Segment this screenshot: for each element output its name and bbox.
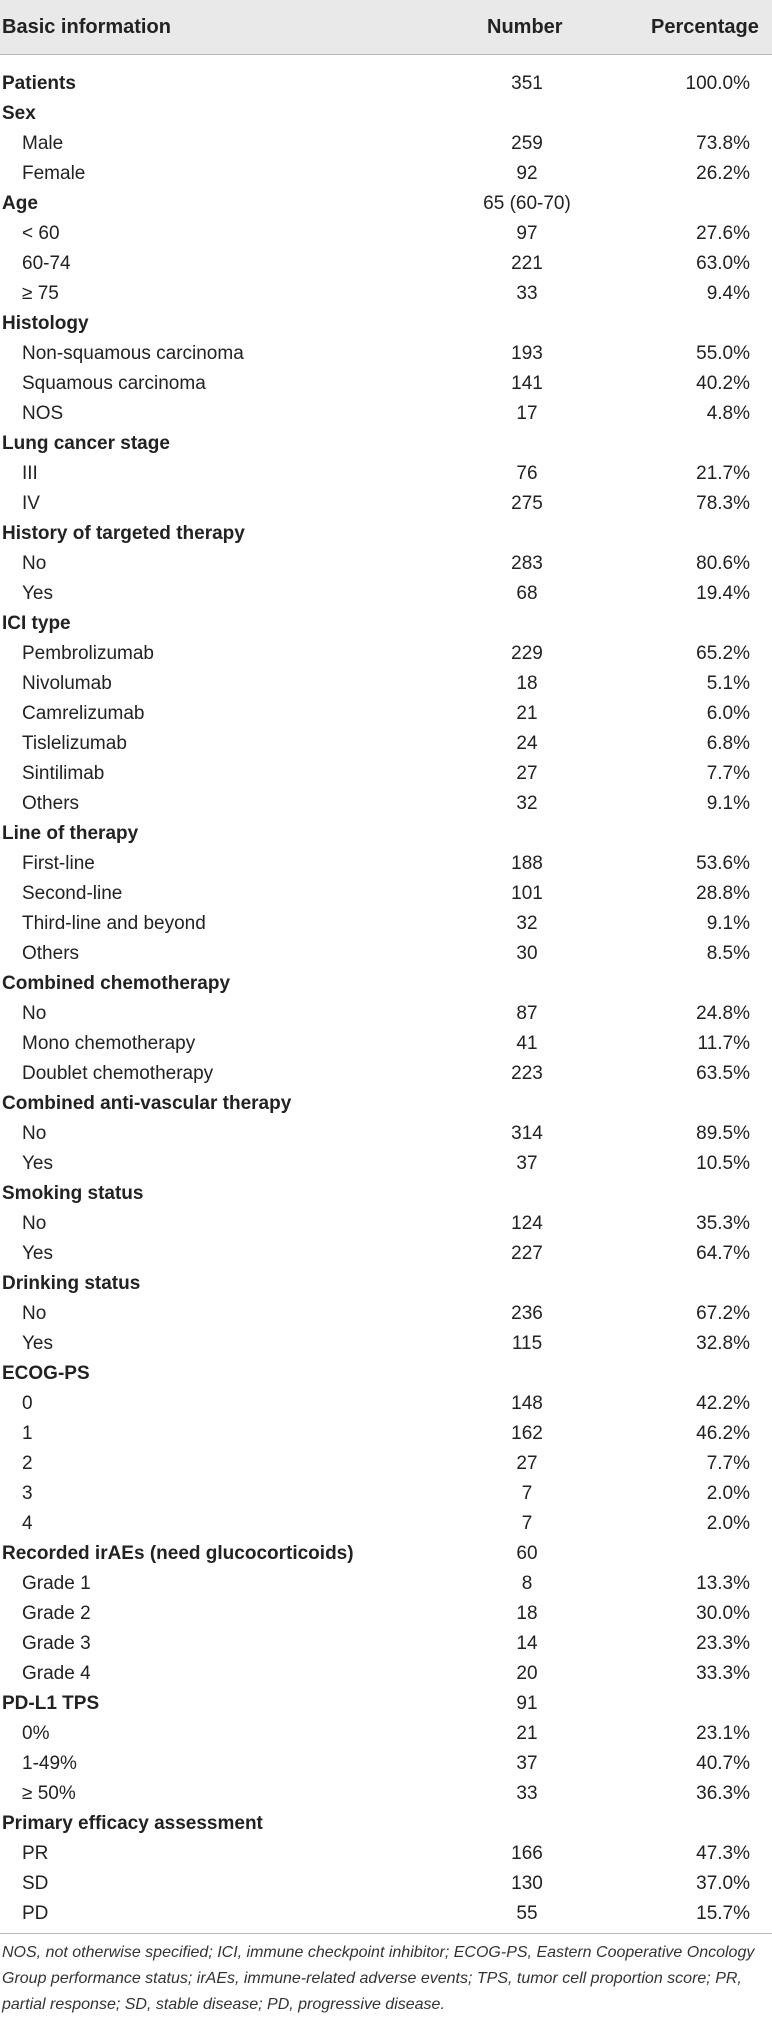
number-cell: 18 xyxy=(516,673,538,694)
category-label: Recorded irAEs (need glucocorticoids) xyxy=(2,1543,354,1564)
number-cell: 32 xyxy=(516,913,538,934)
percentage-cell: 36.3% xyxy=(696,1783,750,1804)
category-label: Patients xyxy=(2,73,76,94)
table-row xyxy=(0,909,772,939)
table-row xyxy=(0,159,772,189)
percentage-cell: 9.1% xyxy=(706,793,750,814)
table-row xyxy=(0,399,772,429)
number-cell: 92 xyxy=(516,163,538,184)
row-label: Mono chemotherapy xyxy=(22,1033,196,1054)
category-label: PD-L1 TPS xyxy=(2,1693,100,1714)
row-label: Nivolumab xyxy=(22,673,112,694)
number-cell: 97 xyxy=(516,223,538,244)
number-cell: 21 xyxy=(516,703,538,724)
table-row xyxy=(0,1329,772,1359)
number-cell: 17 xyxy=(516,403,538,424)
category-row xyxy=(0,1269,772,1299)
category-row xyxy=(0,1689,772,1719)
table-row xyxy=(0,1719,772,1749)
table-row xyxy=(0,1629,772,1659)
number-cell: 20 xyxy=(516,1663,538,1684)
number-cell: 259 xyxy=(511,133,543,154)
table-row xyxy=(0,249,772,279)
number-cell: 7 xyxy=(521,1513,533,1534)
category-row xyxy=(0,1359,772,1389)
row-label: Sintilimab xyxy=(22,763,105,784)
number-cell: 188 xyxy=(511,853,543,874)
percentage-cell: 6.8% xyxy=(706,733,750,754)
number-cell: 27 xyxy=(516,763,538,784)
percentage-cell: 42.2% xyxy=(696,1393,750,1414)
number-cell: 30 xyxy=(516,943,538,964)
row-label: Pembrolizumab xyxy=(22,643,154,664)
row-label: No xyxy=(22,1003,47,1024)
number-cell: 37 xyxy=(516,1753,538,1774)
number-cell: 55 xyxy=(516,1903,538,1924)
percentage-cell: 65.2% xyxy=(696,643,750,664)
row-label: Others xyxy=(22,943,80,964)
category-row xyxy=(0,189,772,219)
category-label: Age xyxy=(2,193,38,214)
row-label: 0 xyxy=(22,1393,33,1414)
table-row xyxy=(0,1449,772,1479)
row-label: < 60 xyxy=(22,223,60,244)
table-row xyxy=(0,699,772,729)
row-label: Tislelizumab xyxy=(22,733,127,754)
table-row xyxy=(0,1869,772,1899)
table-row xyxy=(0,369,772,399)
table-body xyxy=(0,69,772,1929)
percentage-cell: 30.0% xyxy=(696,1603,750,1624)
table-row xyxy=(0,849,772,879)
row-label: Yes xyxy=(22,1153,53,1174)
number-cell: 27 xyxy=(516,1453,538,1474)
table-row xyxy=(0,1749,772,1779)
table-row xyxy=(0,1149,772,1179)
number-cell: 7 xyxy=(521,1483,533,1504)
percentage-cell: 80.6% xyxy=(696,553,750,574)
percentage-cell: 4.8% xyxy=(706,403,750,424)
table-row xyxy=(0,1299,772,1329)
percentage-cell: 6.0% xyxy=(706,703,750,724)
row-label: Others xyxy=(22,793,80,814)
number-cell: 314 xyxy=(511,1123,543,1144)
number-cell: 221 xyxy=(511,253,543,274)
row-label: 3 xyxy=(22,1483,33,1504)
category-label: Combined chemotherapy xyxy=(2,973,231,994)
percentage-cell: 19.4% xyxy=(696,583,750,604)
percentage-cell: 27.6% xyxy=(696,223,750,244)
row-label: Grade 1 xyxy=(22,1573,91,1594)
row-label: 0% xyxy=(22,1723,50,1744)
number-cell: 87 xyxy=(516,1003,538,1024)
percentage-cell: 24.8% xyxy=(696,1003,750,1024)
table-row xyxy=(0,219,772,249)
number-cell: 91 xyxy=(516,1693,538,1714)
table-row xyxy=(0,579,772,609)
table-row xyxy=(0,549,772,579)
number-cell: 32 xyxy=(516,793,538,814)
number-cell: 229 xyxy=(511,643,543,664)
category-row xyxy=(0,819,772,849)
percentage-cell: 46.2% xyxy=(696,1423,750,1444)
number-cell: 166 xyxy=(511,1843,543,1864)
category-label: Drinking status xyxy=(2,1273,141,1294)
table-row xyxy=(0,1419,772,1449)
percentage-cell: 7.7% xyxy=(706,763,750,784)
percentage-cell: 63.5% xyxy=(696,1063,750,1084)
row-label: Squamous carcinoma xyxy=(22,373,206,394)
row-label: Male xyxy=(22,133,64,154)
number-cell: 115 xyxy=(511,1333,543,1354)
category-row xyxy=(0,429,772,459)
category-label: Smoking status xyxy=(2,1183,144,1204)
percentage-cell: 5.1% xyxy=(706,673,750,694)
table-row xyxy=(0,1839,772,1869)
table-row xyxy=(0,1599,772,1629)
number-cell: 130 xyxy=(511,1873,543,1894)
header-number: Number xyxy=(487,16,563,38)
category-row xyxy=(0,1089,772,1119)
category-row xyxy=(0,1539,772,1569)
row-label: SD xyxy=(22,1873,49,1894)
row-label: First-line xyxy=(22,853,95,874)
row-label: No xyxy=(22,553,47,574)
row-label: Second-line xyxy=(22,883,123,904)
category-label: Combined anti-vascular therapy xyxy=(2,1093,292,1114)
header-divider xyxy=(0,54,772,55)
number-cell: 37 xyxy=(516,1153,538,1174)
percentage-cell: 89.5% xyxy=(696,1123,750,1144)
table-row xyxy=(0,879,772,909)
table-row xyxy=(0,1029,772,1059)
row-label: PD xyxy=(22,1903,49,1924)
number-cell: 223 xyxy=(511,1063,543,1084)
table-row xyxy=(0,1509,772,1539)
table-row xyxy=(0,759,772,789)
percentage-cell: 73.8% xyxy=(696,133,750,154)
table-bottom-divider xyxy=(0,1933,772,1934)
number-cell: 227 xyxy=(511,1243,543,1264)
category-label: Histology xyxy=(2,313,89,334)
row-label: III xyxy=(22,463,38,484)
table-row xyxy=(0,279,772,309)
number-cell: 41 xyxy=(516,1033,538,1054)
row-label: No xyxy=(22,1213,47,1234)
number-cell: 236 xyxy=(511,1303,543,1324)
row-label: Grade 4 xyxy=(22,1663,91,1684)
row-label: Yes xyxy=(22,1333,53,1354)
number-cell: 76 xyxy=(516,463,538,484)
table-row xyxy=(0,669,772,699)
category-row xyxy=(0,1809,772,1839)
percentage-cell: 10.5% xyxy=(696,1153,750,1174)
table-row xyxy=(0,489,772,519)
number-cell: 60 xyxy=(516,1543,538,1564)
table-row xyxy=(0,1059,772,1089)
table-footnote: NOS, not otherwise specified; ICI, immune checkpoint inhibitor; ECOG-PS, Eastern Cooperative Oncology Group performance status; irAEs, immune-related adverse events; TPS, tumor cell proportion score; PR, partial response; SD, stable disease; PD, progressive disease. xyxy=(2,1944,755,2013)
row-label: Non-squamous carcinoma xyxy=(22,343,244,364)
percentage-cell: 55.0% xyxy=(696,343,750,364)
table-row xyxy=(0,639,772,669)
number-cell: 148 xyxy=(511,1393,543,1414)
percentage-cell: 15.7% xyxy=(696,1903,750,1924)
number-cell: 193 xyxy=(511,343,543,364)
row-label: 4 xyxy=(22,1513,33,1534)
table-row xyxy=(0,459,772,489)
row-label: No xyxy=(22,1303,47,1324)
table-row xyxy=(0,1239,772,1269)
table-row xyxy=(0,1389,772,1419)
percentage-cell: 64.7% xyxy=(696,1243,750,1264)
row-label: Yes xyxy=(22,583,53,604)
number-cell: 275 xyxy=(511,493,543,514)
table-row xyxy=(0,1119,772,1149)
row-label: Grade 3 xyxy=(22,1633,91,1654)
number-cell: 24 xyxy=(516,733,538,754)
row-label: No xyxy=(22,1123,47,1144)
number-cell: 141 xyxy=(511,373,543,394)
row-label: Doublet chemotherapy xyxy=(22,1063,214,1084)
percentage-cell: 35.3% xyxy=(696,1213,750,1234)
number-cell: 14 xyxy=(516,1633,538,1654)
category-label: Primary efficacy assessment xyxy=(2,1813,263,1834)
percentage-cell: 23.3% xyxy=(696,1633,750,1654)
percentage-cell: 9.1% xyxy=(706,913,750,934)
percentage-cell: 7.7% xyxy=(706,1453,750,1474)
row-label: IV xyxy=(22,493,40,514)
row-label: 1 xyxy=(22,1423,33,1444)
row-label: Female xyxy=(22,163,86,184)
category-label: ECOG-PS xyxy=(2,1363,90,1384)
percentage-cell: 100.0% xyxy=(685,73,750,94)
percentage-cell: 37.0% xyxy=(696,1873,750,1894)
number-cell: 33 xyxy=(516,283,538,304)
percentage-cell: 40.2% xyxy=(696,373,750,394)
percentage-cell: 53.6% xyxy=(696,853,750,874)
category-row xyxy=(0,969,772,999)
table-row xyxy=(0,999,772,1029)
row-label: Camrelizumab xyxy=(22,703,145,724)
category-row xyxy=(0,519,772,549)
table-row xyxy=(0,729,772,759)
number-cell: 65 (60-70) xyxy=(483,193,571,214)
header-basic-information: Basic information xyxy=(2,16,171,38)
number-cell: 162 xyxy=(511,1423,543,1444)
table-row xyxy=(0,1209,772,1239)
row-label: 1-49% xyxy=(22,1753,77,1774)
category-row xyxy=(0,309,772,339)
percentage-cell: 78.3% xyxy=(696,493,750,514)
row-label: ≥ 50% xyxy=(22,1783,76,1804)
category-label: Sex xyxy=(2,103,36,124)
number-cell: 21 xyxy=(516,1723,538,1744)
number-cell: 8 xyxy=(521,1573,533,1594)
table-row xyxy=(0,339,772,369)
percentage-cell: 21.7% xyxy=(696,463,750,484)
percentage-cell: 28.8% xyxy=(696,883,750,904)
number-cell: 68 xyxy=(516,583,538,604)
percentage-cell: 2.0% xyxy=(706,1483,750,1504)
percentage-cell: 67.2% xyxy=(696,1303,750,1324)
category-row xyxy=(0,609,772,639)
table-row xyxy=(0,129,772,159)
number-cell: 18 xyxy=(516,1603,538,1624)
table-row xyxy=(0,1779,772,1809)
number-cell: 101 xyxy=(511,883,543,904)
number-cell: 351 xyxy=(511,73,543,94)
number-cell: 124 xyxy=(511,1213,543,1234)
category-label: History of targeted therapy xyxy=(2,523,245,544)
percentage-cell: 26.2% xyxy=(696,163,750,184)
percentage-cell: 47.3% xyxy=(696,1843,750,1864)
row-label: Yes xyxy=(22,1243,53,1264)
percentage-cell: 33.3% xyxy=(696,1663,750,1684)
row-label: NOS xyxy=(22,403,64,424)
category-row xyxy=(0,69,772,99)
row-label: Grade 2 xyxy=(22,1603,91,1624)
row-label: PR xyxy=(22,1843,49,1864)
row-label: 60-74 xyxy=(22,253,71,274)
number-cell: 283 xyxy=(511,553,543,574)
percentage-cell: 11.7% xyxy=(697,1033,750,1054)
category-label: Line of therapy xyxy=(2,823,139,844)
percentage-cell: 8.5% xyxy=(706,943,750,964)
table-row xyxy=(0,1659,772,1689)
percentage-cell: 2.0% xyxy=(706,1513,750,1534)
row-label: Third-line and beyond xyxy=(22,913,206,934)
table-row xyxy=(0,1479,772,1509)
percentage-cell: 32.8% xyxy=(696,1333,750,1354)
table-row xyxy=(0,789,772,819)
table-row xyxy=(0,939,772,969)
category-row xyxy=(0,99,772,129)
row-label: ≥ 75 xyxy=(22,283,59,304)
category-label: ICI type xyxy=(2,613,71,634)
number-cell: 33 xyxy=(516,1783,538,1804)
category-label: Lung cancer stage xyxy=(2,433,170,454)
row-label: 2 xyxy=(22,1453,33,1474)
table-header xyxy=(0,0,772,54)
percentage-cell: 13.3% xyxy=(696,1573,750,1594)
percentage-cell: 63.0% xyxy=(696,253,750,274)
percentage-cell: 23.1% xyxy=(696,1723,750,1744)
percentage-cell: 9.4% xyxy=(706,283,750,304)
table-row xyxy=(0,1899,772,1929)
header-percentage: Percentage xyxy=(651,16,759,38)
percentage-cell: 40.7% xyxy=(696,1753,750,1774)
table-row xyxy=(0,1569,772,1599)
category-row xyxy=(0,1179,772,1209)
